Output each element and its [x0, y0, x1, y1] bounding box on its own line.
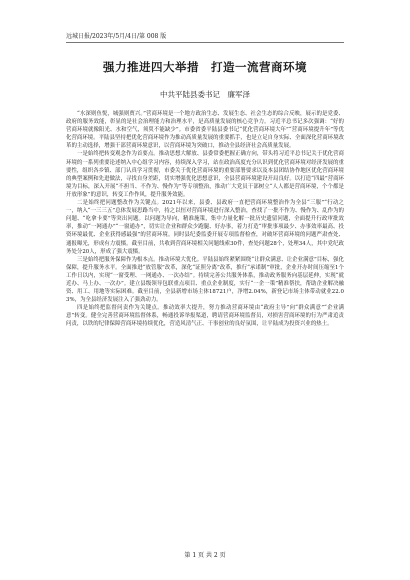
paragraph-intro: “水深则鱼悦，城强则贾兴。”营商环境是一个地方政治生态、发展生态、社会生态的综合反映，展示的是党委、政府的服务效能，彰显的是社会治理能力和治理水平，是高质量发展的核心竞争力。习近平总书记多次强调：“好的营商环境就像阳光、水和空气，须臾不能缺少”。市委省委平陆县委书记“优化营商环境大年”“营商环境提升年”等优化营商环境。平陆县坚持把优化营商环境作为推动高质量发展的重要抓手，也是立足自身实际、全面深化营商环境改革的主动选择，增强干部营商环境意识，以营商环境为突破口，推动全县经济社会高质量发展。 — [66, 111, 344, 150]
article-author: 中共平陆县委书记 廉军泽 — [160, 90, 250, 99]
paragraph-1: 一是始终把转变观念作为首要点。推动思想大解放、县委常委把握正确方向，带头将习近平总书记关于优化营商环境的一系列重要论述纳入中心组学习内容，持续深入学习，站在政治高度充分认识到优化营商环境对经济发展的重要性，组织各乡镇、部门认真学习贯彻，市委关于优化营商环境的重要部署要求以及本县团结协作地区优化营商环境的典型案例和先进做法，寻找自身差距，切实增强优化思想意识，全县营商环境建设开局良好。以打造“四最”营商环境为目标，深入开展“不担当、不作为、慢作为”等专项整治，推动广大党员干部树立“人人都是营商环境，个个都是开放形象”的意识，转变工作作风，提升服务效能。 — [66, 151, 344, 198]
article-title: 强力推进四大举措 打造一流营商环境 — [103, 60, 307, 74]
newspaper-header: 远城日报/2023年/5月/4日/第 008 版 — [66, 33, 167, 40]
paragraph-2: 二是始终把问题整改作为关键点。2021年以来，县委、县政府一直把营商环境整治作为全县“三服”“行动之一，纳入“一三三五”总体发展思路当中，持之以恒对营商环境进行深入整治，查找了一批不作为、慢作为、乱作为的问题、“吃拿卡要”等突出问题。以问题为导向，精准施策，集中力量化解一批历史遗留问题，全面提升行政审批效率，推动“一网通办”“一窗通办”，切实让企业和群众少跑腿、好办事，着力打造“审批事项最少、办事效率最高、投资环境最优、企业获得感最强”的营商环境。同时县纪委监委开展专项监督检查，对破坏营商环境的问题严肃查处、通报曝光，形成有力震慑。截至目前，共收到营商环境相关问题线索30件，查处问题28个，处理34人，其中党纪政务处分20人，形成了强大震慑。 — [66, 200, 344, 255]
paragraph-4: 四是始终把监督问责作为关键点。推动效率大提升，努力推动营商环境由“政府主导”向“群众满意”“企业满意”转变。健全完善营商环境监督体系，畅通投诉举报渠道，聘请营商环境监督员，对损害营商环境的行为严肃追责问责，以铁的纪律保障营商环境持续优化，营造风清气正、干事创业的良好氛围，让平陆成为投资兴业的热土。 — [66, 305, 344, 328]
header-divider — [66, 42, 344, 43]
article-body — [66, 110, 344, 534]
page-number: 第 1 页 共 2 页 — [184, 552, 226, 559]
paragraph-3: 三是始终把服务保障作为根本点。推动环境大优化。平陆县始终紧紧围绕“让群众满意、让企业满意”目标，强化保障，提升服务水平。全面推进“放管服”改革，深化“证照分离”改革，推行“承诺制”审批，企业开办时间压缩至1个工作日以内，实现“一窗受理、一网通办、一次办结”。持续完善公共服务体系，推动政务服务向基层延伸，实现“就近办、马上办、一次办”。建立县级领导包联重点项目、重点企业制度，实行“一企一策”精准帮扶，帮助企业解决融资、用工、用地等实际困难。截至目前，全县新增市场主体18721户，净增2.04%，新登记市场主体带动就业22.03%，为全县经济发展注入了强劲动力。 — [66, 256, 344, 304]
